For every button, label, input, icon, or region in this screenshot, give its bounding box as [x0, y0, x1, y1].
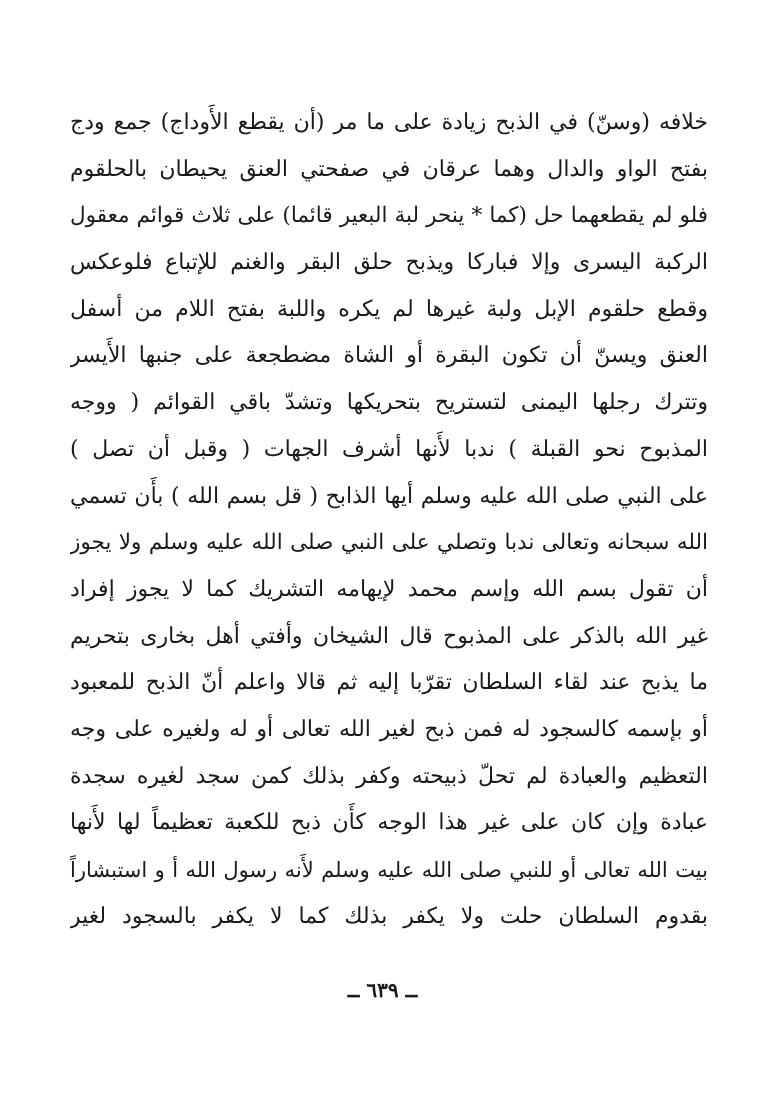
text-line: خلافه (وسنّ) في الذبح زيادة على ما مر (أن يقطع الأَوداج) جمع ودج [70, 110, 708, 135]
text-line: التعظيم والعبادة لم تحلّ ذبيحته وكفر بذلك كمن سجد لغيره سجدة [70, 763, 708, 789]
text-line: ما يذبح عند لقاء السلطان تقرّبا إليه ثم قالا واعلم أنّ الذبح للمعبود [70, 670, 708, 696]
page-number: ــ ٦٣٩ ــ [347, 978, 418, 1002]
text-line: على النبي صلى الله عليه وسلم أيها الذابح ( قل بسم الله ) بأَن تسمي [70, 483, 708, 509]
text-line: أو بإسمه كالسجود له فمن ذبح لغير الله تعالى أو له ولغيره على وجه [70, 716, 708, 742]
text-line: بقدوم السلطان حلت ولا يكفر بذلك كما لا يكفر بالسجود لغير [70, 903, 708, 929]
text-line: بفتح الواو والدال وهما عرقان في صفحتي العنق يحيطان بالحلقوم [70, 156, 708, 182]
text-line: وقطع حلقوم الإبل ولبة غيرها لم يكره واللبة بفتح اللام من أسفل [70, 296, 708, 322]
text-line: غير الله بالذكر على المذبوح قال الشيخان وأفتي أهل بخارى بتحريم [70, 623, 708, 649]
text-line: فلو لم يقطعهما حل (كما * ينحر لبة البعير قائما) على ثلاث قوائم معقول [70, 203, 708, 229]
text-line: الله سبحانه وتعالى ندبا وتصلي على النبي صلى الله عليه وسلم ولا يجوز [70, 530, 708, 556]
text-line: المذبوح نحو القبلة ) ندبا لأَنها أشرف الجهات ( وقبل أن تصل ) [70, 436, 708, 462]
text-line: عبادة وإن كان على غير هذا الوجه كأَن ذبح للكعبة تعظيماً لها لأَنها [70, 810, 708, 836]
text-line: العنق ويسنّ أن تكون البقرة أو الشاة مضطجعة على جنبها الأَيسر [70, 343, 708, 369]
body-text [70, 100, 708, 940]
text-line: الركبة اليسرى وإلا فباركا ويذبح حلق البقر والغنم للإتباع فلوعكس [70, 250, 708, 276]
text-line: أن تقول بسم الله وإسم محمد لإيهامه التشريك كما لا يجوز إفراد [70, 576, 708, 602]
text-line: بيت الله تعالى أو للنبي صلى الله عليه وسلم لأَنه رسول الله أ و استبشاراً [70, 858, 708, 882]
text-line: وتترك رجلها اليمنى لتستريح بتحريكها وتشدّ باقي القوائم ( ووجه [70, 390, 708, 416]
